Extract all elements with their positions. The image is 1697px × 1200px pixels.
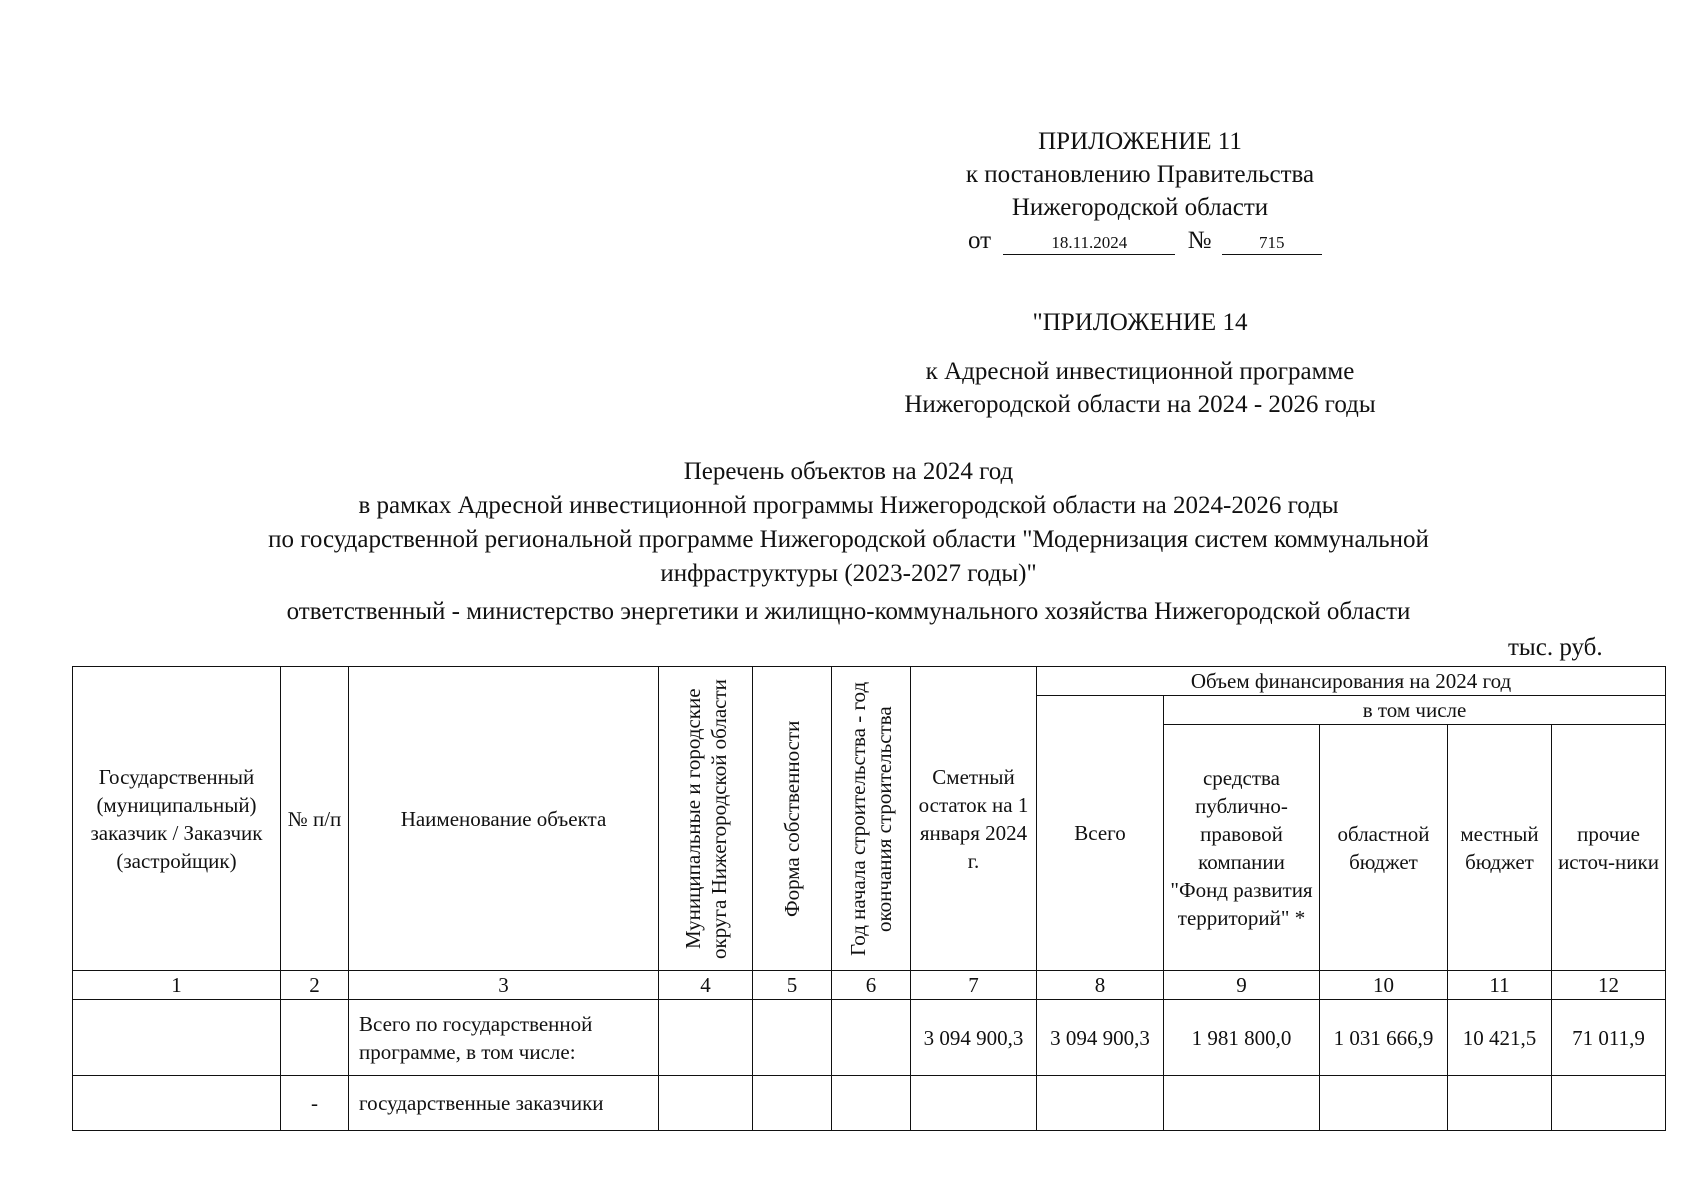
header-num: № п/п <box>281 667 349 971</box>
appendix14-line-2: Нижегородской области на 2024 - 2026 годы <box>904 391 1376 418</box>
cell-regional: 1 031 666,9 <box>1320 1000 1448 1076</box>
col-number: 8 <box>1037 971 1164 1000</box>
resolution-number: 715 <box>1222 232 1322 255</box>
unit-label: тыс. руб. <box>1508 634 1603 661</box>
header-districts-cell <box>659 667 753 971</box>
col-number: 12 <box>1552 971 1666 1000</box>
cell-num: - <box>281 1076 349 1131</box>
col-number: 4 <box>659 971 753 1000</box>
heading-line-2: в рамках Адресной инвестиционной программы Нижегородской области на 2024-2026 годы <box>358 492 1339 519</box>
heading-line-4: инфраструктуры (2023-2027 годы)" <box>660 560 1037 587</box>
col-number: 6 <box>832 971 911 1000</box>
cell-other <box>1552 1076 1666 1131</box>
header-ownership: Форма собственности <box>780 720 804 917</box>
heading-line-1: Перечень объектов на 2024 год <box>683 458 1014 485</box>
cell-districts <box>659 1076 753 1131</box>
cell-fund: 1 981 800,0 <box>1164 1000 1320 1076</box>
header-other: прочие источ-ники <box>1552 725 1666 971</box>
appendix14-title: "ПРИЛОЖЕНИЕ 14 <box>1032 309 1248 336</box>
header-estimate: Сметный остаток на 1 января 2024 г. <box>911 667 1037 971</box>
cell-other: 71 011,9 <box>1552 1000 1666 1076</box>
from-label: от <box>968 227 992 254</box>
header-funding: Объем финансирования на 2024 год <box>1037 667 1666 696</box>
column-number-row <box>73 971 1666 1000</box>
header-years: Год начала строительства - год окончания строительства <box>846 681 896 956</box>
col-number: 10 <box>1320 971 1448 1000</box>
table-row <box>73 1076 1666 1131</box>
investment-table <box>72 666 1666 1131</box>
cell-customer <box>73 1076 281 1131</box>
cell-districts <box>659 1000 753 1076</box>
col-number: 1 <box>73 971 281 1000</box>
cell-total: 3 094 900,3 <box>1037 1000 1164 1076</box>
cell-ownership <box>753 1000 832 1076</box>
header-total: Всего <box>1037 696 1164 971</box>
cell-regional <box>1320 1076 1448 1131</box>
cell-name: государственные заказчики <box>349 1076 659 1131</box>
cell-local <box>1448 1076 1552 1131</box>
header-regional: областной бюджет <box>1320 725 1448 971</box>
header-ownership-cell <box>753 667 832 971</box>
header-customer: Государственный (муниципальный) заказчик / Заказчик (застройщик) <box>73 667 281 971</box>
header-years-cell <box>832 667 911 971</box>
cell-years <box>832 1076 911 1131</box>
cell-estimate: 3 094 900,3 <box>911 1000 1037 1076</box>
appendix-title: ПРИЛОЖЕНИЕ 11 <box>1038 128 1242 155</box>
header-districts: Муниципальные и городские округа Нижегородской области <box>680 678 731 959</box>
col-number: 7 <box>911 971 1037 1000</box>
cell-total <box>1037 1076 1164 1131</box>
header-name: Наименование объекта <box>349 667 659 971</box>
cell-ownership <box>753 1076 832 1131</box>
col-number: 11 <box>1448 971 1552 1000</box>
cell-name: Всего по государственной программе, в том числе: <box>349 1000 659 1076</box>
cell-estimate <box>911 1076 1037 1131</box>
appendix-date-line <box>968 225 1322 257</box>
table-row <box>73 1000 1666 1076</box>
number-label: № <box>1187 227 1212 254</box>
header-fund: средства публично-правовой компании "Фонд развития территорий" * <box>1164 725 1320 971</box>
col-number: 9 <box>1164 971 1320 1000</box>
col-number: 5 <box>753 971 832 1000</box>
header-including: в том числе <box>1164 696 1666 725</box>
resolution-date: 18.11.2024 <box>1003 232 1175 255</box>
cell-customer <box>73 1000 281 1076</box>
col-number: 2 <box>281 971 349 1000</box>
cell-num <box>281 1000 349 1076</box>
cell-years <box>832 1000 911 1076</box>
heading-line-3: по государственной региональной программе Нижегородской области "Модернизация систем коммунальной <box>268 526 1429 553</box>
header-local: местный бюджет <box>1448 725 1552 971</box>
heading-line-5: ответственный - министерство энергетики и жилищно-коммунального хозяйства Нижегородской области <box>286 598 1411 625</box>
appendix-line-2: Нижегородской области <box>1011 194 1269 221</box>
appendix14-line-1: к Адресной инвестиционной программе <box>925 358 1355 385</box>
cell-fund <box>1164 1076 1320 1131</box>
appendix-line-1: к постановлению Правительства <box>965 161 1315 188</box>
col-number: 3 <box>349 971 659 1000</box>
cell-local: 10 421,5 <box>1448 1000 1552 1076</box>
